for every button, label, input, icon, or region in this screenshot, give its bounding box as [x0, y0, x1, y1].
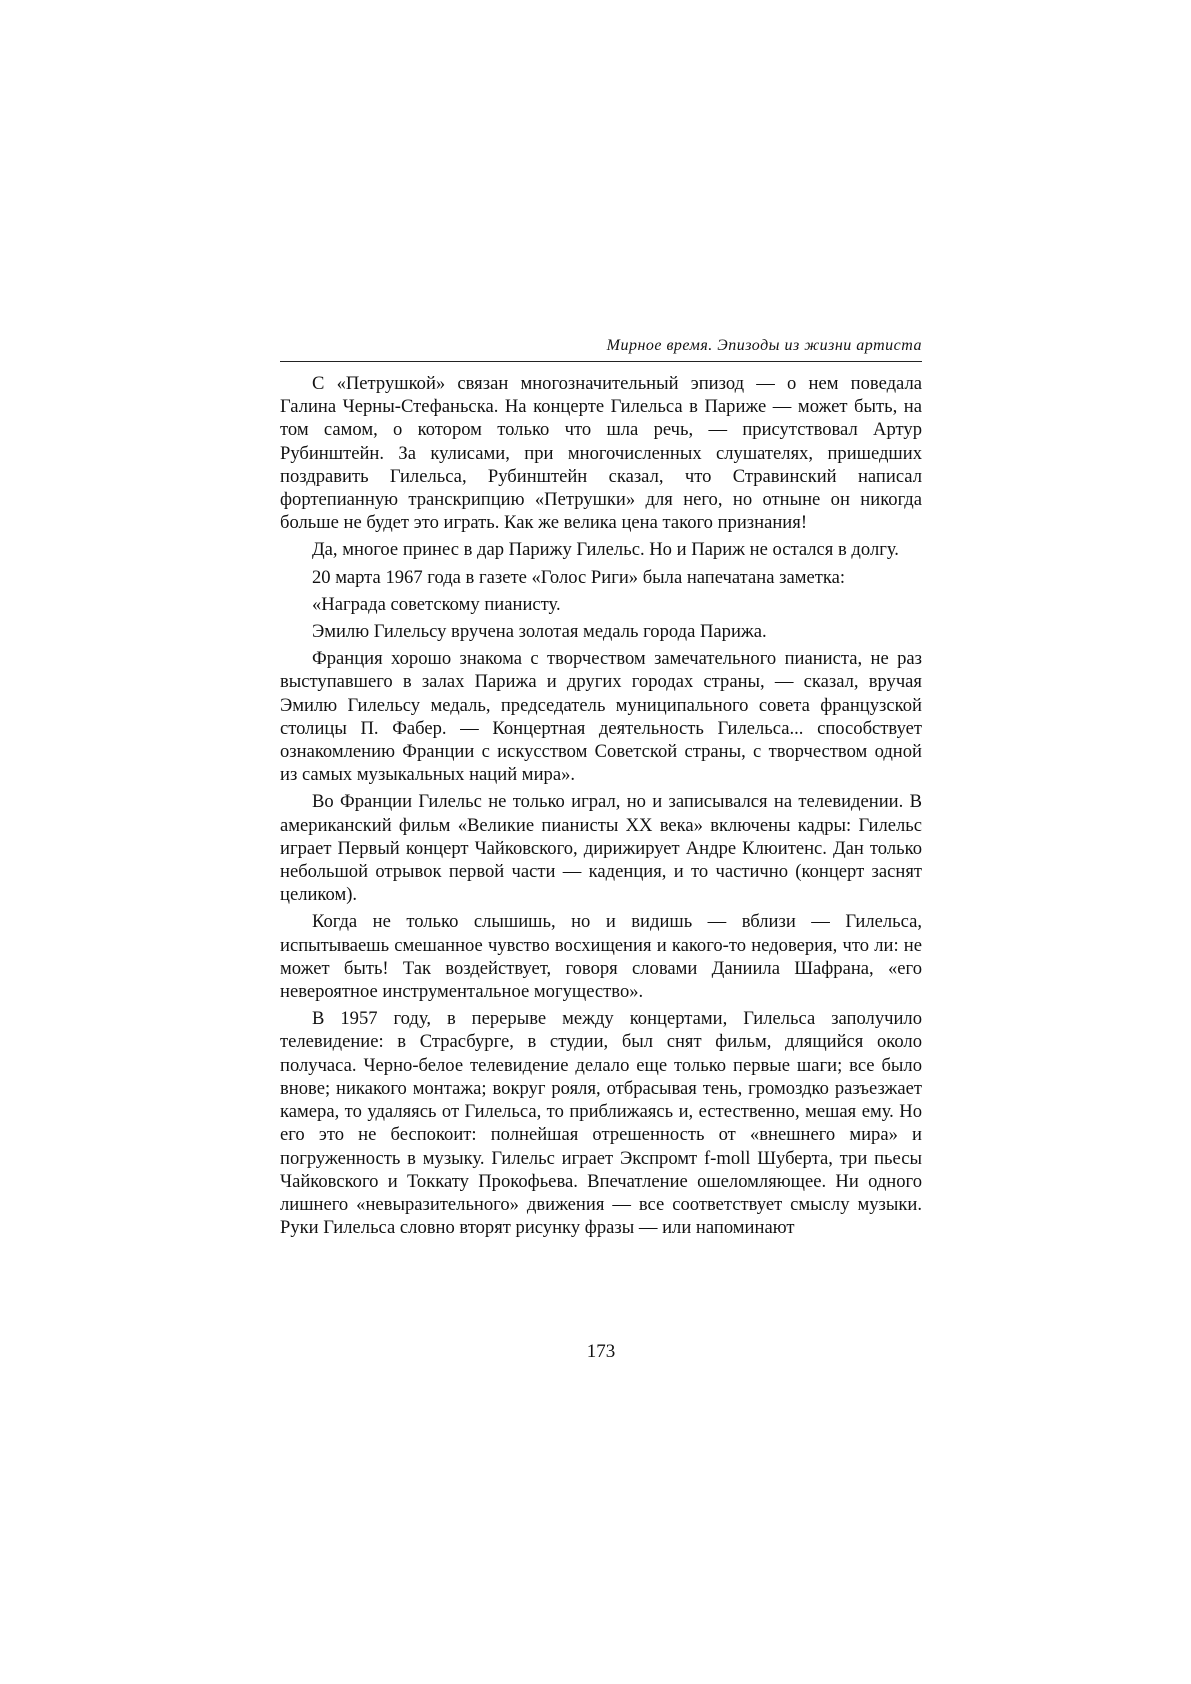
- page-number: 173: [586, 1341, 616, 1362]
- running-head: Мирное время. Эпизоды из жизни артиста: [606, 337, 922, 354]
- header-rule: [280, 361, 922, 362]
- paragraph: «Награда советскому пианисту.: [312, 593, 561, 615]
- body-text: [280, 372, 922, 1243]
- paragraph: Когда не только слышишь, но и видишь — вблизи — Гилельса, испытываешь смешанное чувство восхищения и какого-то недоверия, что ли: не может быть! Так воздействует, говоря словами Даниила Шафрана, «его невероятное инструментальное могущество».: [280, 911, 922, 1003]
- paragraph: Во Франции Гилельс не только играл, но и записывался на телевидении. В американский фильм «Великие пианисты XX века» включены кадры: Гилельс играет Первый концерт Чайковского, дирижирует Андре Клюитенс. Дан только небольшой отрывок первой части — каденция, и то частично (концерт заснят целиком).: [280, 791, 922, 906]
- paragraph: Франция хорошо знакома с творчеством замечательного пианиста, не раз выступавшего в залах Парижа и других городах страны, — сказал, вручая Эмилю Гилельсу медаль, председатель муниципального совета французской столицы П. Фабер. — Концертная деятельность Гилельса... способствует ознакомлению Франции с искусством Советской страны, с творчеством одной из самых музыкальных наций мира».: [280, 648, 922, 786]
- paragraph: 20 марта 1967 года в газете «Голос Риги» была напечатана заметка:: [312, 566, 846, 588]
- paragraph: Да, многое принес в дар Парижу Гилельс. Но и Париж не остался в долгу.: [312, 539, 899, 561]
- paragraph: Эмилю Гилельсу вручена золотая медаль города Парижа.: [312, 621, 767, 643]
- paragraph: С «Петрушкой» связан многозначительный эпизод — о нем поведала Галина Черны-Стефаньска. На концерте Гилельса в Париже — может быть, на том самом, о котором только что шла речь, — присутствовал Артур Рубинштейн. За кулисами, при многочисленных слушателях, пришедших поздравить Гилельса, Рубинштейн сказал, что Стравинский написал фортепианную транскрипцию «Петрушки» для него, но отныне он никогда больше не будет это играть. Как же велика цена такого признания!: [280, 373, 922, 534]
- paragraph: В 1957 году, в перерыве между концертами, Гилельса заполучило телевидение: в Страсбурге, в студии, был снят фильм, длящийся около получаса. Черно-белое телевидение делало еще только первые шаги; все было внове; никакого монтажа; вокруг рояля, отбрасывая тень, громоздко разъезжает камера, то удаляясь от Гилельса, то приближаясь и, естественно, мешая ему. Но его это не беспокоит: полнейшая отрешенность от «внешнего мира» и погруженность в музыку. Гилельс играет Экспромт f-moll Шуберта, три пьесы Чайковского и Токкату Прокофьева. Впечатление ошеломляющее. Ни одного лишнего «невыразительного» движения — все соответствует смыслу музыки. Руки Гилельса словно вторят рисунку фразы — или напоминают: [280, 1008, 922, 1239]
